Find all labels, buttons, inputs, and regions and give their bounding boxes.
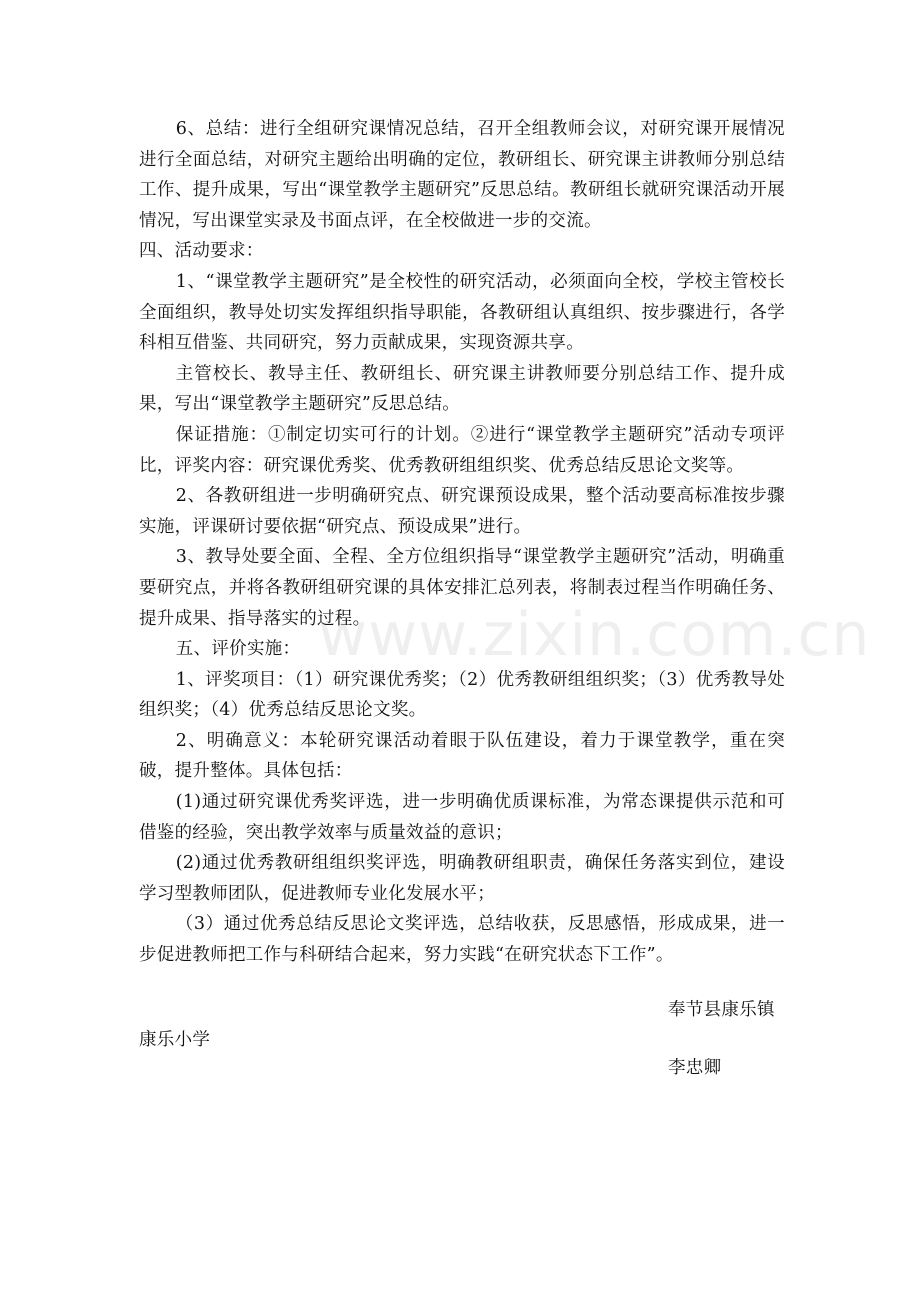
heading-activity-requirements: 四、活动要求： [139, 241, 264, 262]
paragraph-point-3: （3）通过优秀总结反思论文奖评选，总结收获，反思感悟，形成成果，进一步促进教师把工作与科研结合起来，努力实践“在研究状态下工作”。 [139, 914, 785, 966]
heading-evaluation: 五、评价实施： [175, 639, 301, 660]
paragraph-summary: 6、总结：进行全组研究课情况总结，召开全组教师会议，对研究课开展情况进行全面总结，对研究主题给出明确的定位，教研组长、研究课主讲教师分别总结工作、提升成果，写出“课堂教学主题研究”反思总结。教研组长就研究课活动开展情况，写出课堂实录及书面点评，在全校做进一步的交流。 [139, 119, 785, 231]
signature-person: 李忠卿 [668, 1058, 722, 1078]
paragraph-requirement-3: 3、教导处要全面、全程、全方位组织指导“课堂教学主题研究”活动，明确重要研究点，并将各教研组研究课的具体安排汇总列表，将制表过程当作明确任务、提升成果、指导落实的过程。 [139, 547, 785, 629]
paragraph-significance: 2、明确意义：本轮研究课活动着眼于队伍建设，着力于课堂教学，重在突破，提升整体。具体包括： [139, 730, 785, 782]
signature-county: 奉节县康乐镇 [668, 1000, 775, 1020]
document-body [139, 114, 785, 971]
paragraph-guarantee-measures: 保证措施：①制定切实可行的计划。②进行“课堂教学主题研究”活动专项评比，评奖内容：研究课优秀奖、优秀教研组组织奖、优秀总结反思论文奖等。 [139, 424, 785, 476]
paragraph-award-items: 1、评奖项目：（1）研究课优秀奖；（2）优秀教研组组织奖；（3）优秀教导处组织奖；（4）优秀总结反思论文奖。 [139, 669, 785, 721]
paragraph-point-2: (2)通过优秀教研组组织奖评选，明确教研组职责，确保任务落实到位，建设学习型教师团队，促进教师专业化发展水平； [139, 853, 785, 904]
watermark: www.zixin.com.cn [318, 600, 871, 670]
paragraph-point-1: (1)通过研究课优秀奖评选，进一步明确优质课标准，为常态课提供示范和可借鉴的经验，突出教学效率与质量效益的意识； [139, 792, 785, 843]
paragraph-requirement-2: 2、各教研组进一步明确研究点、研究课预设成果，整个活动要高标准按步骤实施，评课研讨要依据“研究点、预设成果”进行。 [139, 486, 785, 537]
paragraph-leaders-summary: 主管校长、教导主任、教研组长、研究课主讲教师要分别总结工作、提升成果，写出“课堂教学主题研究”反思总结。 [139, 363, 785, 415]
signature-school: 康乐小学 [139, 1030, 211, 1050]
paragraph-requirement-1: 1、“课堂教学主题研究”是全校性的研究活动，必须面向全校，学校主管校长全面组织，教导处切实发挥组织指导职能，各教研组认真组织、按步骤进行，各学科相互借鉴、共同研究，努力贡献成果，实现资源共享。 [139, 271, 785, 354]
